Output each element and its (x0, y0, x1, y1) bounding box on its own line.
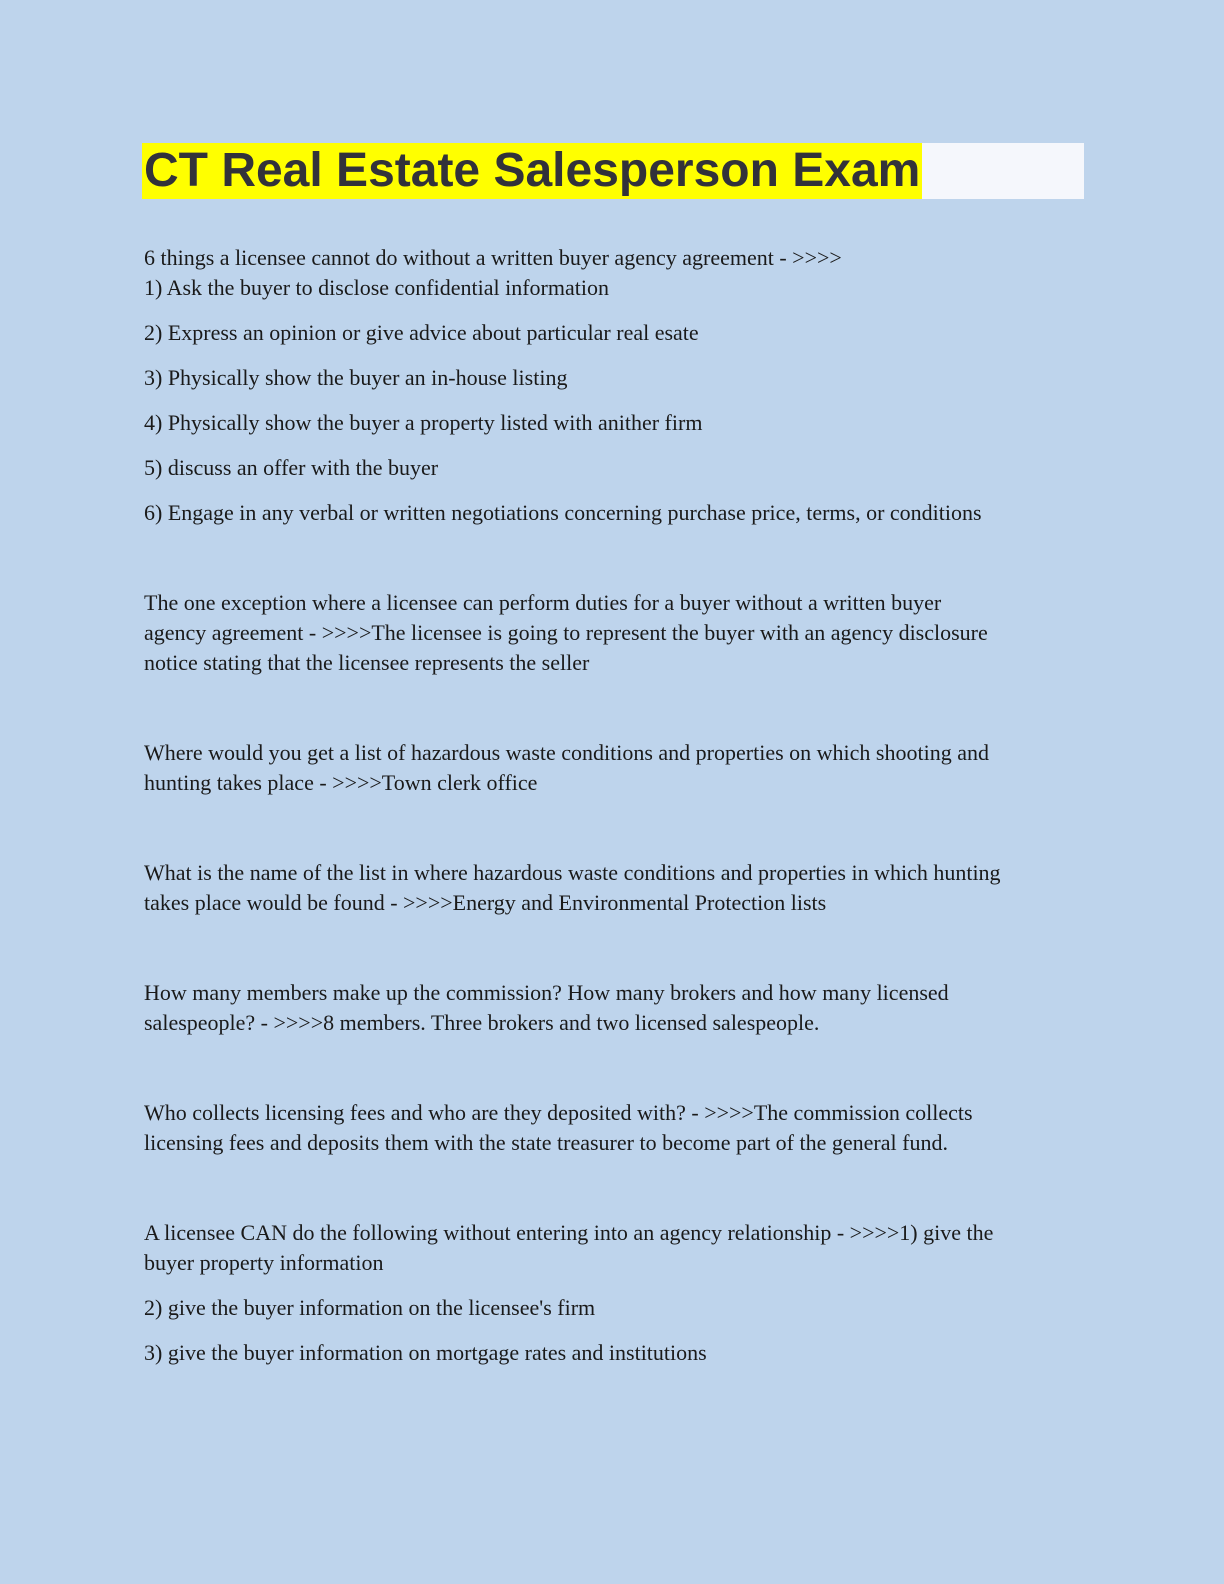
list-item: 2) Express an opinion or give advice about particular real esate (144, 320, 699, 345)
entry-text-line: hunting takes place - >>>>Town clerk office (144, 770, 538, 795)
document-title: CT Real Estate Salesperson Exam (144, 144, 921, 197)
list-item: 5) discuss an offer with the buyer (144, 455, 439, 480)
qa-entry-6 (144, 1098, 1084, 1158)
entry-text-line: 6 things a licensee cannot do without a written buyer agency agreement - >>>> (144, 245, 842, 270)
list-item: 3) Physically show the buyer an in-house listing (144, 365, 568, 390)
entry-text-line: takes place would be found - >>>>Energy and Environmental Protection lists (144, 890, 827, 915)
entry-text-line: notice stating that the licensee represents the seller (144, 650, 590, 675)
list-item: 2) give the buyer information on the licensee's firm (144, 1295, 596, 1320)
qa-entry-5 (144, 978, 1084, 1038)
qa-entry-7 (144, 1218, 1084, 1368)
entry-text-line: What is the name of the list in where hazardous waste conditions and properties in which hunting (144, 860, 1001, 885)
entry-text-line: salespeople? - >>>>8 members. Three brokers and two licensed salespeople. (144, 1010, 820, 1035)
entry-text-line: 1) Ask the buyer to disclose confidential information (144, 275, 609, 300)
entry-text-line: Where would you get a list of hazardous waste conditions and properties on which shooting and (144, 740, 989, 765)
list-item: 6) Engage in any verbal or written negotiations concerning purchase price, terms, or conditions (144, 500, 982, 525)
entry-text-line: agency agreement - >>>>The licensee is going to represent the buyer with an agency disclosure (144, 620, 988, 645)
qa-entry-4 (144, 858, 1084, 918)
qa-entry-3 (144, 738, 1084, 798)
entry-text-line: licensing fees and deposits them with the state treasurer to become part of the general fund. (144, 1130, 948, 1155)
qa-entry-1 (144, 243, 1084, 528)
list-item: 4) Physically show the buyer a property listed with anither firm (144, 410, 703, 435)
list-item: 3) give the buyer information on mortgage rates and institutions (144, 1340, 707, 1365)
entry-text-line: A licensee CAN do the following without entering into an agency relationship - >>>>1) give the (144, 1220, 994, 1245)
qa-entry-2 (144, 588, 1084, 678)
entry-text-line: Who collects licensing fees and who are they deposited with? - >>>>The commission collects (144, 1100, 973, 1125)
document-body (144, 243, 1084, 1368)
entry-text-line: How many members make up the commission? How many brokers and how many licensed (144, 980, 949, 1005)
entry-text-line: buyer property information (144, 1250, 384, 1275)
entry-text-line: The one exception where a licensee can perform duties for a buyer without a written buyer (144, 590, 942, 615)
